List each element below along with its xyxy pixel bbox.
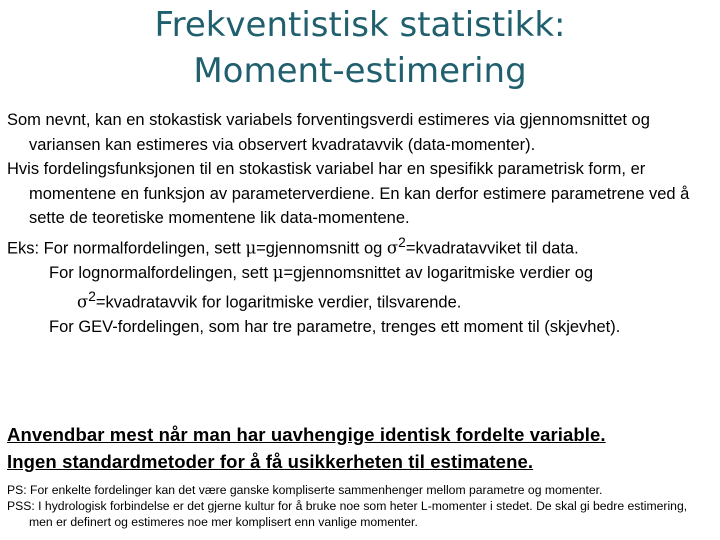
footnotes (7, 482, 713, 530)
emphasis-block (7, 421, 717, 475)
example-normal-mid: =gjennomsnitt og (256, 239, 387, 257)
slide-title (0, 2, 720, 94)
mu-symbol: μ (245, 238, 257, 257)
example-gev: For GEV-fordelingen, som har tre parametre, trenges ett moment til (skjevhet). (49, 318, 621, 336)
example-lognormal-prefix: For lognormalfordelingen, sett (49, 263, 273, 282)
paragraph-moments-intro: Som nevnt, kan en stokastisk variabels forventingsverdi estimeres via gjennomsnittet og variansen kan estimeres via observert kvadratavvik (data-momenter). (7, 111, 650, 154)
example-normal-prefix: Eks: For normalfordelingen, sett (7, 239, 246, 257)
title-line-2: Moment-estimering (193, 51, 527, 91)
example-lognormal-mid: =gjennomsnittet av logaritmiske verdier og (283, 263, 594, 282)
note-ps: PS: For enkelte fordelinger kan det være ganske kompliserte sammenhenger mellom parametre og momenter. (7, 483, 603, 497)
example-lognormal-end: =kvadratavvik for logaritmiske verdier, tilsvarende. (95, 293, 462, 312)
paragraph-parametric-form: Hvis fordelingsfunksjonen til en stokastisk variabel har en spesifikk parametrisk form, er momentene en funksjon av parameterverdiene. En kan derfor estimere parametrene ved å sette de teoretiske momentene lik data-momentene. (7, 160, 690, 227)
example-normal (7, 231, 713, 261)
superscript-two: 2 (398, 234, 406, 250)
title-line-1: Frekventistisk statistikk: (154, 5, 566, 45)
emphasis-line-1: Anvendbar mest når man har uavhengige identisk fordelte variable. (7, 424, 606, 445)
mu-symbol: μ (272, 262, 284, 282)
body-text (7, 108, 713, 340)
note-pss: PSS: I hydrologisk forbindelse er det gjerne kultur for å bruke noe som heter L-momenter i stedet. De skal gi bedre estimering, men er definert og estimeres noe mer komplisert enn vanlige momenter. (7, 499, 688, 529)
sigma-symbol: σ (77, 292, 89, 312)
sigma-symbol: σ (386, 238, 399, 257)
superscript-two: 2 (88, 289, 96, 304)
example-lognormal (7, 261, 713, 316)
example-normal-end: =kvadratavviket til data. (405, 239, 579, 257)
emphasis-line-2: Ingen standardmetoder for å få usikkerheten til estimatene. (7, 451, 534, 472)
